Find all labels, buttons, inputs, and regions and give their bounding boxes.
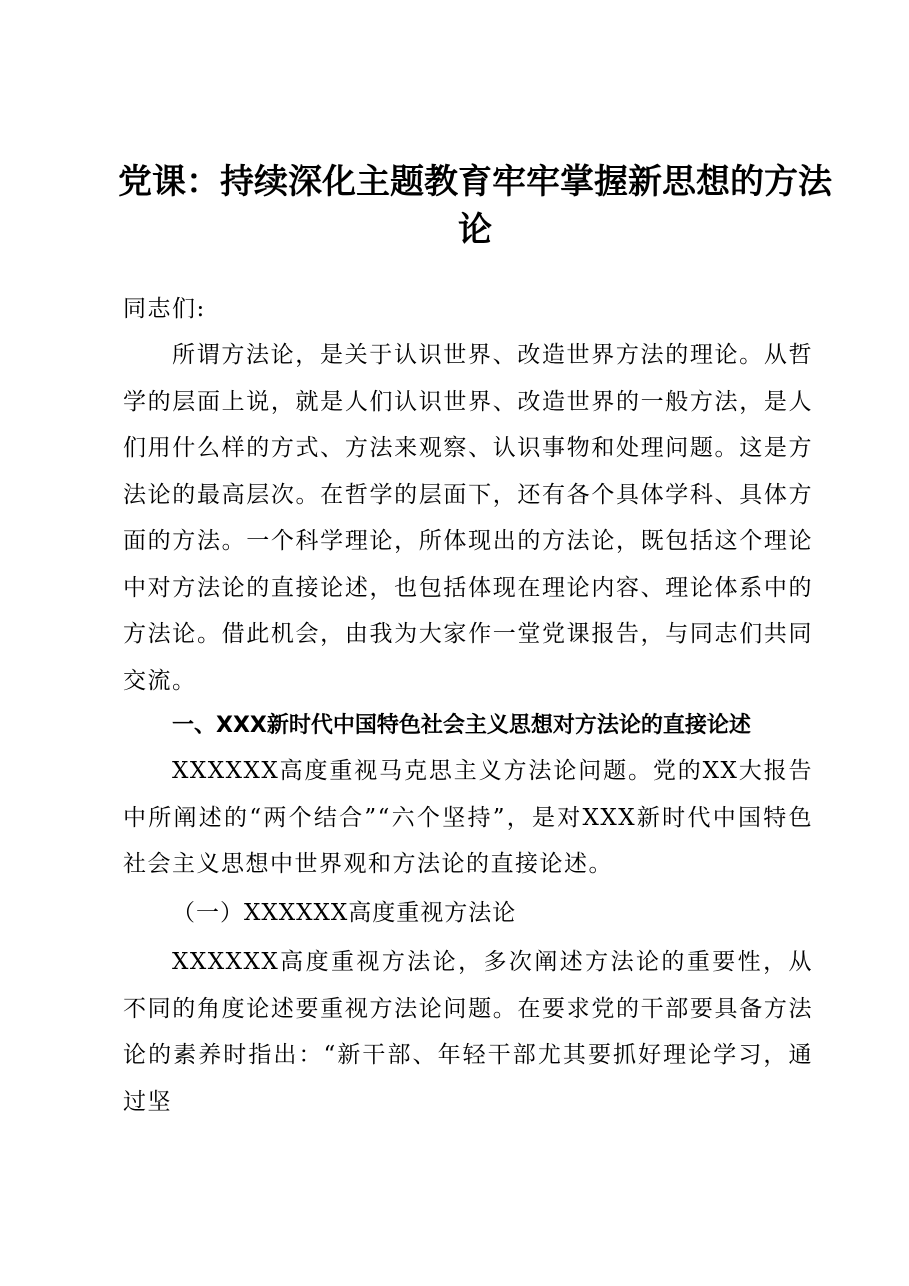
subsection-heading-1: （一）XXXXXX高度重视方法论 bbox=[172, 900, 517, 926]
paragraph-section-1: XXXXXX高度重视马克思主义方法论问题。党的XX大报告中所阐述的“两个结合”“六个坚持”，是对XXX新时代中国特色社会主义思想中世界观和方法论的直接论述。 bbox=[123, 758, 813, 877]
salutation: 同志们: bbox=[123, 296, 206, 322]
paragraph-intro: 所谓方法论，是关于认识世界、改造世界方法的理论。从哲学的层面上说，就是人们认识世界、改造世界的一般方法，是人们用什么样的方式、方法来观察、认识事物和处理问题。这是方法论的最高层次。在哲学的层面下，还有各个具体学科、具体方面的方法。一个科学理论，所体现出的方法论，既包括这个理论中对方法论的直接论述，也包括体现在理论内容、理论体系中的方法论。借此机会，由我为大家作一堂党课报告，与同志们共同交流。 bbox=[123, 342, 813, 694]
paragraph-subsection-1: XXXXXX高度重视方法论，多次阐述方法论的重要性，从不同的角度论述要重视方法论问题。在要求党的干部要具备方法论的素养时指出：“新干部、年轻干部尤其要抓好理论学习，通过坚 bbox=[123, 949, 813, 1115]
section-heading-1: 一、XXX新时代中国特色社会主义思想对方法论的直接论述 bbox=[172, 713, 751, 738]
document-title: 党课：持续深化主题教育牢牢掌握新思想的方法论 bbox=[118, 162, 832, 250]
